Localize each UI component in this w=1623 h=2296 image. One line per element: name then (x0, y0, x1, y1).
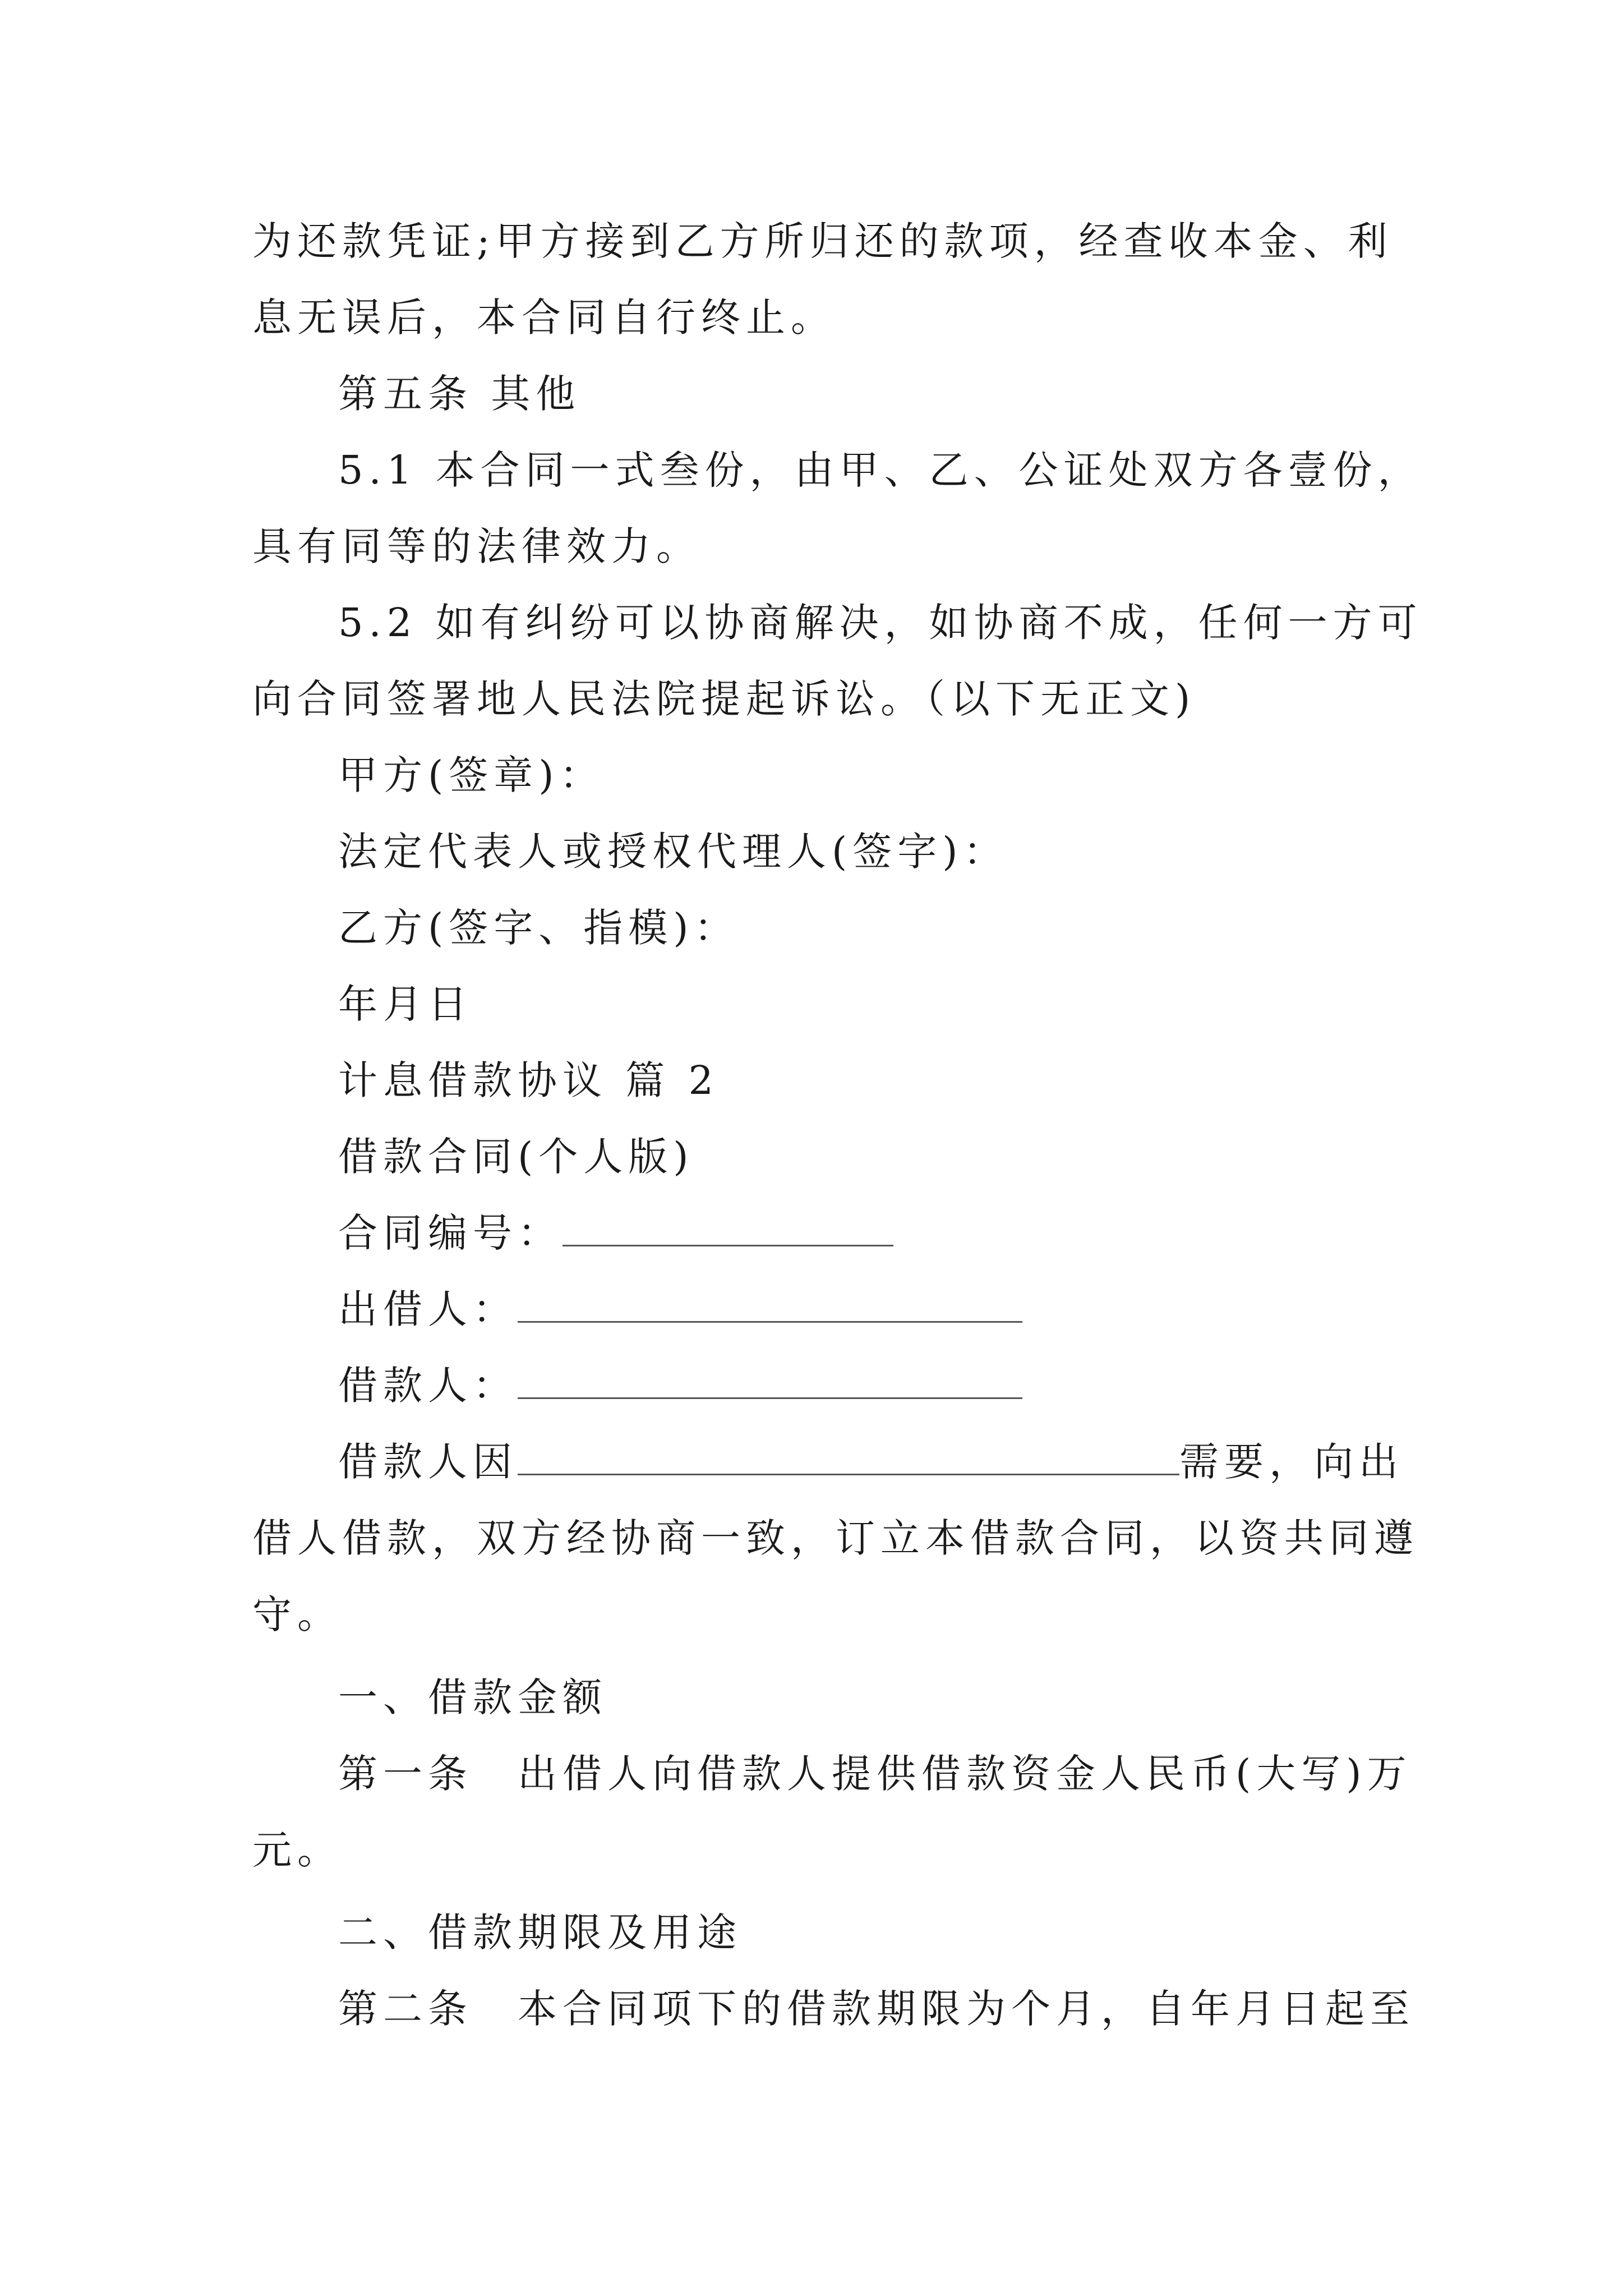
paragraph-line: 具有同等的法律效力。 (252, 523, 701, 569)
reason-blank (518, 1441, 1179, 1475)
clause-line: 5.1 本合同一式叁份，由甲、乙、公证处双方各壹份， (338, 447, 1423, 493)
section-heading: 一、借款金额 (338, 1674, 607, 1720)
contract-title: 借款合同(个人版) (338, 1134, 694, 1180)
article-line: 第一条 出借人向借款人提供借款资金人民币(大写)万 (338, 1751, 1412, 1797)
clause-line: 5.2 如有纠纷可以协商解决，如协商不成，任何一方可 (338, 600, 1423, 646)
lender-row (338, 1284, 1022, 1335)
reason-prefix: 借款人因 (338, 1439, 518, 1485)
section-heading: 第五条 其他 (338, 371, 581, 417)
section-heading: 二、借款期限及用途 (338, 1910, 742, 1955)
lender-label: 出借人： (338, 1286, 518, 1332)
paragraph-line: 借人借款，双方经协商一致，订立本借款合同，以资共同遵 (252, 1515, 1419, 1561)
signature-line-representative: 法定代表人或授权代理人(签字)： (338, 829, 1008, 875)
borrower-blank (518, 1365, 1022, 1399)
paragraph-line: 向合同签署地人民法院提起诉讼。（以下无正文) (252, 676, 1196, 722)
signature-line-party-a: 甲方(签章)： (338, 752, 605, 798)
paragraph-line: 元。 (252, 1827, 342, 1873)
article-line: 第二条 本合同项下的借款期限为个月，自年月日起至 (338, 1986, 1415, 2032)
reason-suffix: 需要，向出 (1179, 1439, 1404, 1485)
borrower-row (338, 1360, 1022, 1411)
lender-blank (518, 1289, 1022, 1323)
paragraph-line: 息无误后，本合同自行终止。 (252, 295, 836, 341)
contract-number-label: 合同编号： (338, 1210, 562, 1256)
signature-line-party-b: 乙方(签字、指模)： (338, 905, 739, 951)
section-title: 计息借款协议 篇 2 (338, 1057, 720, 1103)
paragraph-line: 为还款凭证;甲方接到乙方所归还的款项，经查收本金、利 (252, 218, 1393, 264)
contract-number-row (338, 1208, 893, 1258)
reason-row (338, 1437, 1404, 1487)
date-line: 年月日 (338, 981, 473, 1027)
borrower-label: 借款人： (338, 1363, 518, 1409)
paragraph-line: 守。 (252, 1591, 342, 1637)
contract-number-blank (562, 1212, 893, 1246)
